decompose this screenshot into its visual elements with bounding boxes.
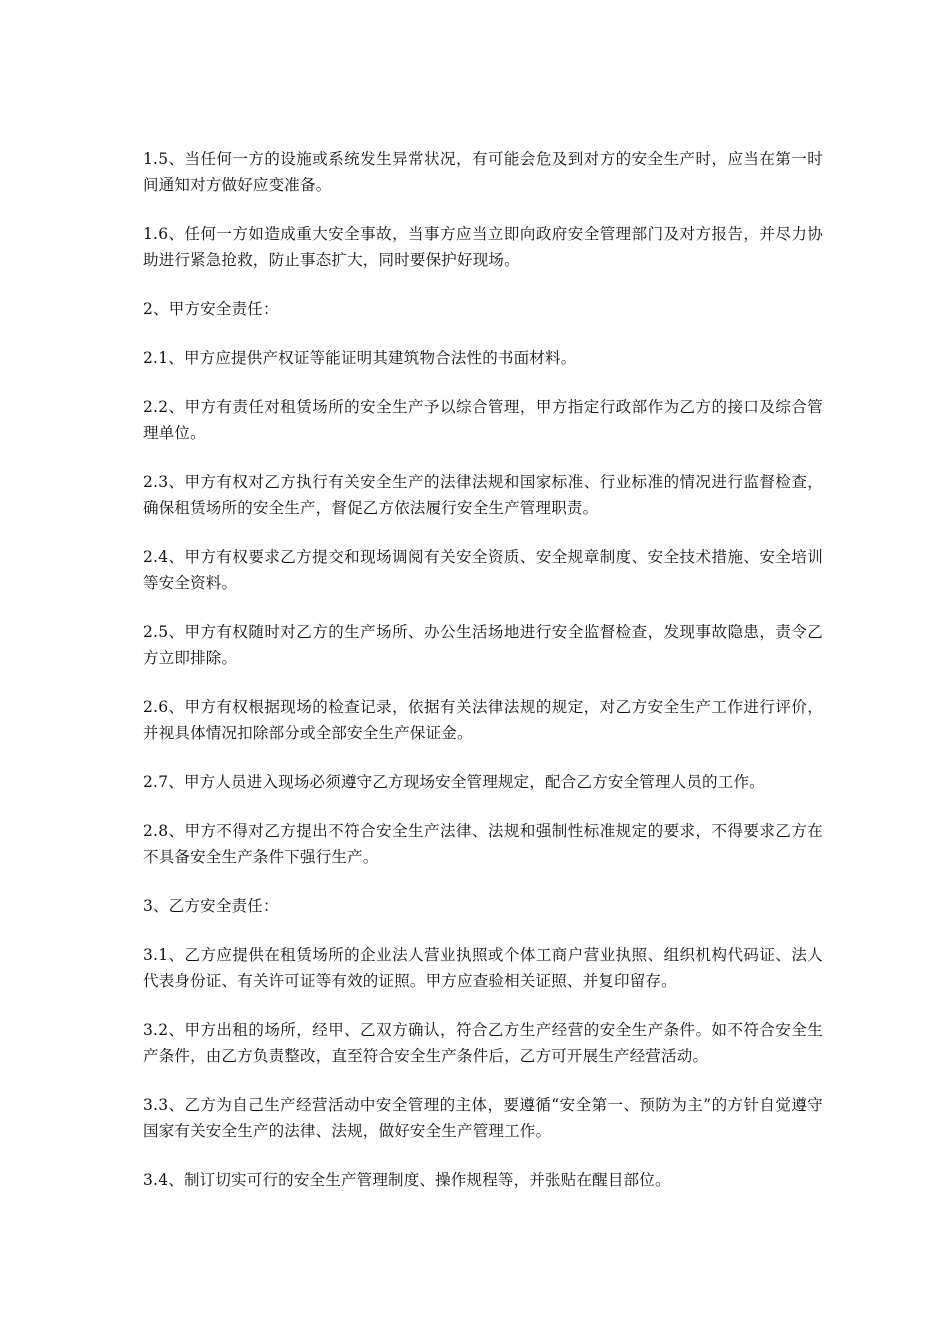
section-heading-party-a: 2、甲方安全责任： bbox=[143, 300, 279, 318]
clause-2-3: 2.3、甲方有权对乙方执行有关安全生产的法律法规和国家标准、行业标准的情况进行监督检查，确保租赁场所的安全生产，督促乙方依法履行安全生产管理职责。 bbox=[143, 473, 823, 517]
clause-3-4: 3.4、制订切实可行的安全生产管理制度、操作规程等，并张贴在醒目部位。 bbox=[143, 1171, 671, 1189]
clause-2-8: 2.8、甲方不得对乙方提出不符合安全生产法律、法规和强制性标准规定的要求，不得要求乙方在不具备安全生产条件下强行生产。 bbox=[143, 822, 823, 866]
document-body bbox=[143, 146, 823, 1216]
clause-2-5: 2.5、甲方有权随时对乙方的生产场所、办公生活场地进行安全监督检查，发现事故隐患，责令乙方立即排除。 bbox=[143, 623, 823, 667]
clause-2-2: 2.2、甲方有责任对租赁场所的安全生产予以综合管理，甲方指定行政部作为乙方的接口及综合管理单位。 bbox=[143, 398, 823, 442]
clause-2-4: 2.4、甲方有权要求乙方提交和现场调阅有关安全资质、安全规章制度、安全技术措施、安全培训等安全资料。 bbox=[143, 548, 823, 592]
clause-1-6: 1.6、任何一方如造成重大安全事故，当事方应当立即向政府安全管理部门及对方报告，并尽力协助进行紧急抢救，防止事态扩大，同时要保护好现场。 bbox=[143, 225, 823, 269]
clause-2-1: 2.1、甲方应提供产权证等能证明其建筑物合法性的书面材料。 bbox=[143, 349, 577, 367]
clause-3-3: 3.3、乙方为自己生产经营活动中安全管理的主体，要遵循“安全第一、预防为主”的方针自觉遵守国家有关安全生产的法律、法规，做好安全生产管理工作。 bbox=[143, 1096, 823, 1140]
clause-2-7: 2.7、甲方人员进入现场必须遵守乙方现场安全管理规定，配合乙方安全管理人员的工作。 bbox=[143, 773, 765, 791]
clause-3-2: 3.2、甲方出租的场所，经甲、乙双方确认，符合乙方生产经营的安全生产条件。如不符合安全生产条件，由乙方负责整改，直至符合安全生产条件后，乙方可开展生产经营活动。 bbox=[143, 1021, 823, 1065]
section-heading-party-b: 3、乙方安全责任： bbox=[143, 897, 279, 915]
clause-2-6: 2.6、甲方有权根据现场的检查记录，依据有关法律法规的规定，对乙方安全生产工作进行评价，并视具体情况扣除部分或全部安全生产保证金。 bbox=[143, 698, 823, 742]
clause-1-5: 1.5、当任何一方的设施或系统发生异常状况，有可能会危及到对方的安全生产时，应当在第一时间通知对方做好应变准备。 bbox=[143, 150, 823, 194]
clause-3-1: 3.1、乙方应提供在租赁场所的企业法人营业执照或个体工商户营业执照、组织机构代码证、法人代表身份证、有关许可证等有效的证照。甲方应查验相关证照、并复印留存。 bbox=[143, 946, 823, 990]
